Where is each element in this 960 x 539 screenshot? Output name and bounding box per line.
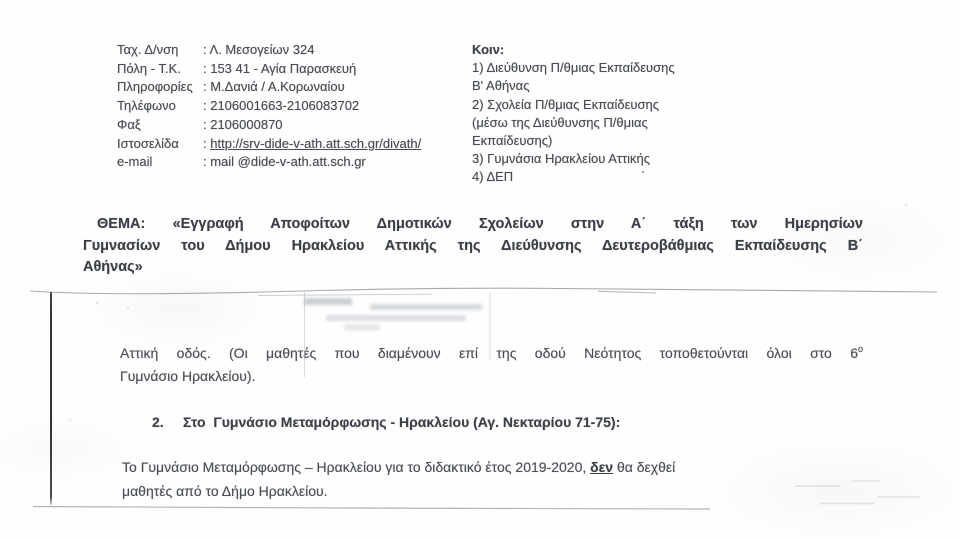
contact-label: e-mail [117, 154, 153, 170]
paragraph-2-after: θα δεχθεί [613, 459, 676, 475]
contact-value [203, 135, 421, 154]
contact-value: : mail @dide-v-ath.att.sch.gr [203, 154, 366, 170]
paragraph-2-before: Το Γυμνάσιο Μεταμόρφωσης – Ηρακλείου για το διδακτικό έτος 2019-2020, [122, 459, 591, 475]
section-2-heading [152, 414, 620, 430]
ghost-stamp-artifact [300, 294, 492, 334]
contact-label: Πληροφορίες [117, 79, 193, 95]
paragraph-2-line-2: μαθητές από το Δήμο Ηρακλείου. [122, 482, 328, 499]
cc-line-3: 2) Σχολεία Π/θμιας Εκπαίδευσης [472, 96, 659, 112]
subject-heading [83, 214, 863, 279]
cc-line-7: 4) ΔΕΠ [472, 169, 514, 185]
contact-row-fax [117, 116, 421, 135]
subject-line-2: Γυμνασίων του Δήμου Ηρακλείου Αττικής της Διεύθυνσης Δευτεροβάθμιας Εκπαίδευσης Β΄ [83, 237, 863, 254]
contact-row-city-zip [117, 60, 421, 79]
contact-label: Ταχ. Δ/νση [117, 42, 179, 57]
contact-row-telephone [117, 97, 421, 116]
body-paragraph-2 [122, 456, 822, 503]
cc-title: Κοιν: [472, 42, 505, 57]
cc-line-6: 3) Γυμνάσια Ηρακλείου Αττικής [472, 151, 651, 167]
contact-value: : Μ.Δανιά / Α.Κορωναίου [203, 79, 345, 95]
paragraph-1-line-1 [120, 338, 863, 365]
contact-value: : 2106000870 [203, 116, 283, 132]
contact-label: Ιστοσελίδα [117, 135, 179, 151]
contact-label: Πόλη - Τ.Κ. [117, 60, 181, 76]
vertical-fold-line-artifact [50, 292, 52, 505]
contact-value: : 153 41 - Αγία Παρασκευή [203, 60, 357, 76]
subject-line-1: ΘΕΜΑ: «Εγγραφή Αποφοίτων Δημοτικών Σχολείων στην Α΄ τάξη των Ημερησίων [97, 216, 863, 232]
contact-row-email [117, 153, 421, 172]
contact-label: Τηλέφωνο [117, 98, 176, 114]
cc-line-2: Β' Αθήνας [472, 78, 530, 94]
contact-row-information [117, 78, 421, 97]
contact-label: Φαξ [117, 116, 141, 132]
contact-row-website [117, 135, 421, 154]
section-number: 2. [152, 414, 164, 430]
cc-line-5: Εκπαίδευσης) [472, 133, 553, 149]
cc-line-1: 1) Διεύθυνση Π/θμιας Εκπαίδευσης [472, 60, 675, 76]
section-title: Στο Γυμνάσιο Μεταμόρφωσης - Ηρακλείου (Αγ. Νεκταρίου 71-75): [183, 414, 621, 430]
website-link[interactable]: http://srv-dide-v-ath.att.sch.gr/divath/ [210, 135, 422, 151]
contact-row-postal-address [117, 41, 421, 60]
subject-line-3: Αθήνας» [83, 259, 143, 275]
contact-value: : 2106001663-2106083702 [203, 98, 360, 114]
paragraph-1-line-2: Γυμνάσιο Ηρακλείου). [120, 368, 256, 384]
cc-recipients-block [472, 41, 712, 187]
body-paragraph-1 [120, 338, 863, 388]
colon-prefix: : [203, 135, 211, 151]
paragraph-1-text: Αττική οδός. (Οι μαθητές που διαμένουν επί της οδού Νεότητος τοποθετούνται όλοι στο 6 [120, 345, 858, 361]
contact-info-block [117, 41, 421, 172]
ordinal-superscript: ο [857, 344, 863, 354]
cc-line-4: (μέσω της Διεύθυνσης Π/θμιας [472, 114, 648, 130]
contact-value: : Λ. Μεσογείων 324 [203, 42, 315, 57]
emphasis-den: δεν [590, 459, 614, 475]
